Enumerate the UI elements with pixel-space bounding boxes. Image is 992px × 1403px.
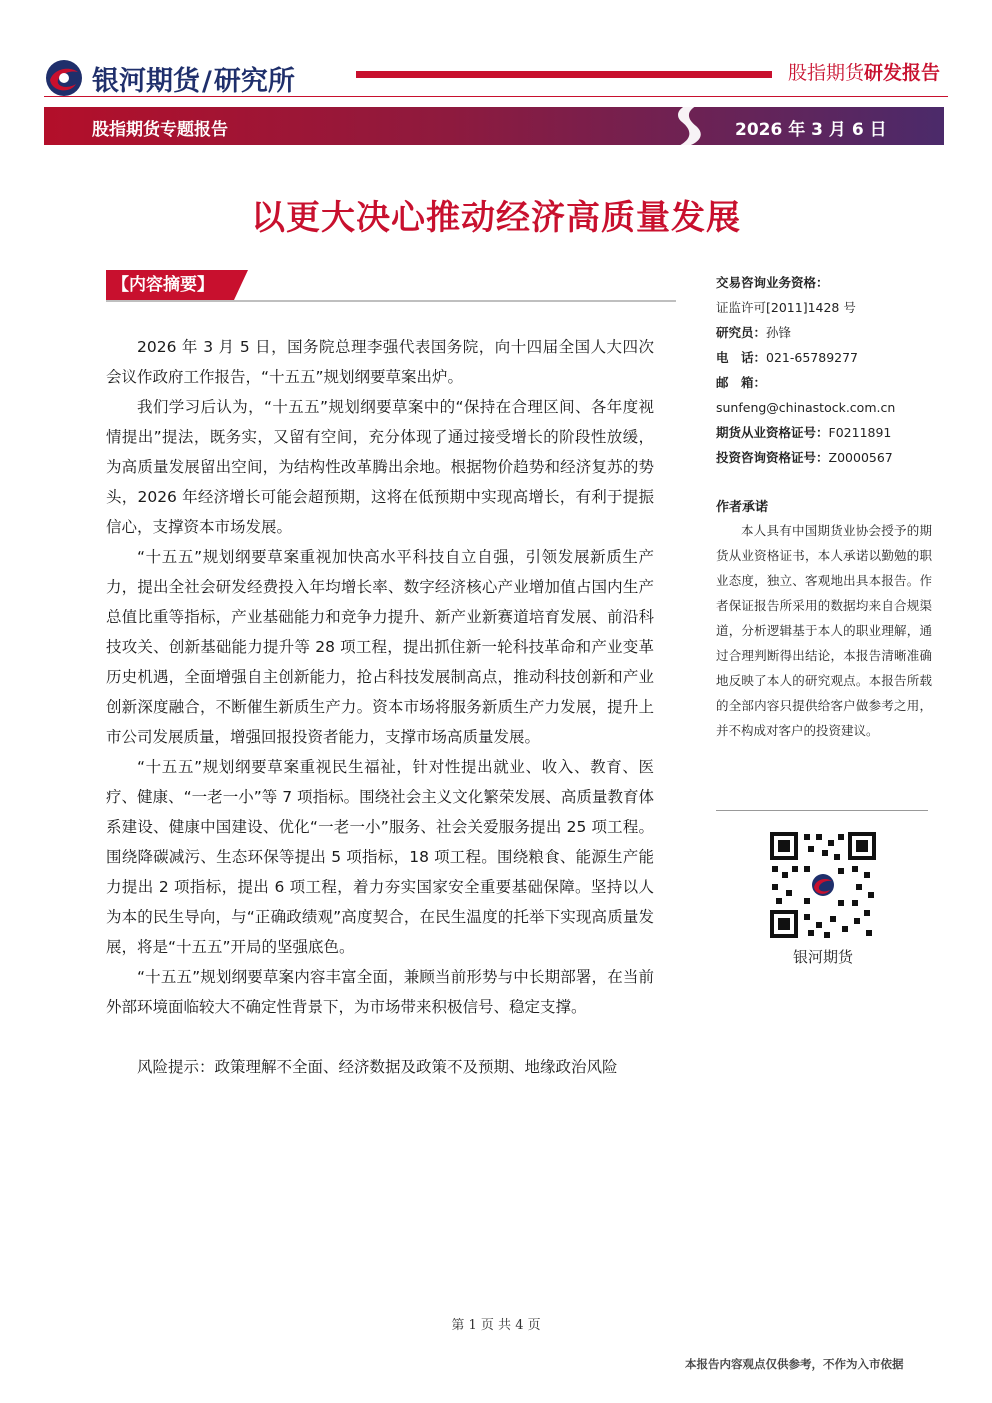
analyst-info [716,270,934,470]
header-divider [44,96,948,97]
galaxy-logo-icon [44,58,84,98]
invest-cert-number: Z0000567 [828,450,893,465]
page-number: 第 1 页 共 4 页 [451,1318,541,1333]
report-date: 2026 年 3 月 6 日 [735,120,887,140]
qr-caption: 银河期货 [792,948,853,966]
risk-warning: 风险提示：政策理解不全面、经济数据及政策不及预期、地缘政治风险 [137,1058,618,1076]
phone-number: 021-65789277 [766,350,859,365]
swirl-decoration-icon [660,100,720,152]
paragraph: 我们学习后认为，“十五五”规划纲要草案中的“保持在合理区间、各年度视情提出”提法，既务实，又留有空间，充分体现了通过接受增长的阶段性放缓，为高质量发展留出空间，为结构性改革腾出余地。根据物价趋势和经济复苏的势头，2026 年经济增长可能会超预期，这将在低预期中实现高增长，有利于提振信心，支撑资本市场发展。 [106,398,654,536]
commitment-title: 作者承诺 [716,500,769,515]
sidebar-divider [716,810,928,811]
summary-underline [106,300,676,302]
heading-tab-corner [228,270,248,300]
phone-label: 电 话： [716,350,767,365]
footer-disclaimer: 本报告内容观点仅供参考，不作为入市依据 [685,1357,904,1371]
brand-name: 银河期货/研究所 [92,65,295,97]
email-label: 邮 箱： [716,375,767,390]
researcher-label: 研究员： [716,325,767,340]
paragraph: “十五五”规划纲要草案重视民生福祉，针对性提出就业、收入、教育、医疗、健康、“一老一小”等 7 项指标。围绕社会主义文化繁荣发展、高质量教育体系建设、健康中国建设、优化“一老一小”服务、社会关爱服务提出 25 项工程。围绕降碳减污、生态环保等提出 5 项指标，18 项工程。围绕粮食、能源生产能力提出 2 项指标，提出 6 项工程，着力夯实国家安全重要基础保障。坚持以人为本的民生导向，与“正确政绩观”高度契合，在民生温度的托举下实现高质量发展，将是“十五五”开局的坚强底色。 [106,758,654,956]
banner-title: 股指期货专题报告 [92,120,228,140]
researcher-name: 孙锋 [766,325,792,340]
qr-code-icon [768,830,878,940]
header-accent-bar [356,71,772,78]
page-title: 以更大决心推动经济高质量发展 [251,198,741,238]
futures-cert-label: 期货从业资格证号： [716,425,829,440]
qualification-value: 证监许可[2011]1428 号 [716,300,856,315]
commitment-text: 本人具有中国期货业协会授予的期货从业资格证书，本人承诺以勤勉的职业态度，独立、客观地出具本报告。作者保证报告所采用的数据均来自合规渠道，分析逻辑基于本人的职业理解，通过合理判断得出结论，本报告清晰准确地反映了本人的研究观点。本报告所载的全部内容只提供给客户做参考之用，并不构成对客户的投资建议。 [716,523,932,738]
report-category: 股指期货研发报告 [788,62,941,84]
company-logo [44,56,344,100]
invest-cert-label: 投资咨询资格证号： [716,450,829,465]
email-address: sunfeng@chinastock.com.cn [716,400,896,415]
qualification-label: 交易咨询业务资格： [716,275,829,290]
summary-heading: 【内容摘要】 [106,270,228,300]
paragraph: “十五五”规划纲要草案内容丰富全面，兼顾当前形势与中长期部署，在当前外部环境面临较大不确定性背景下，为市场带来积极信号、稳定支撑。 [106,968,654,1016]
paragraph: “十五五”规划纲要草案重视加快高水平科技自立自强，引领发展新质生产力，提出全社会研发经费投入年均增长率、数字经济核心产业增加值占国内生产总值比重等指标，产业基础能力和竞争力提升、新产业新赛道培育发展、前沿科技攻关、创新基础能力提升等 28 项工程，提出抓住新一轮科技革命和产业变革历史机遇，全面增强自主创新能力，抢占科技发展制高点，推动科技创新和产业创新深度融合，不断催生新质生产力。资本市场将服务新质生产力发展，提升上市公司发展质量，增强回报投资者能力，支撑市场高质量发展。 [106,548,654,746]
paragraph: 2026 年 3 月 5 日，国务院总理李强代表国务院，向十四届全国人大四次会议作政府工作报告，“十五五”规划纲要草案出炉。 [106,338,654,386]
summary-body [106,332,654,1082]
futures-cert-number: F0211891 [828,425,892,440]
